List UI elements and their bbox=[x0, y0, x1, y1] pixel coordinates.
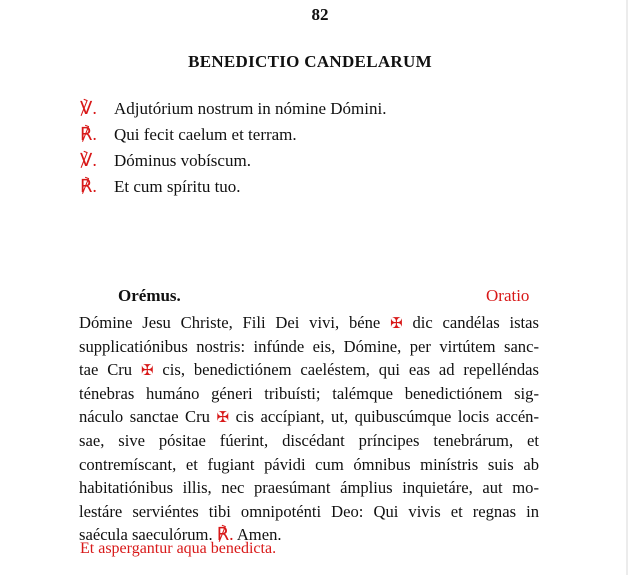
response-text: Qui fecit caelum et terram. bbox=[114, 125, 297, 144]
cross-icon: ✠ bbox=[216, 410, 230, 427]
amen-response: Amen. bbox=[236, 525, 282, 545]
page-number: 82 bbox=[311, 5, 329, 24]
response-line bbox=[80, 121, 560, 147]
prayer-line: supplicatiónibus nostris: infúnde eis, Dómine, per virtútem sanc- bbox=[79, 336, 539, 356]
oremus-heading: Orémus. bbox=[118, 286, 181, 305]
cross-icon: ✠ bbox=[140, 363, 154, 380]
versicle-line bbox=[80, 147, 560, 173]
prayer-segment: Dómine Jesu Christe, Fili Dei vivi, béne bbox=[79, 313, 381, 332]
prayer-line: contremíscant, et fugiant pávidi cum ómnibus minístris suis ab bbox=[79, 454, 539, 474]
response-symbol: ℟. bbox=[80, 124, 97, 144]
response-symbol: ℟. bbox=[80, 176, 97, 196]
versicle-text: Dóminus vobíscum. bbox=[114, 151, 251, 170]
prayer-segment: náculo sanctae Cru bbox=[79, 407, 210, 427]
cross-icon: ✠ bbox=[390, 316, 403, 332]
prayer-line: lestáre serviéntes tibi omnipoténti Deo: Qui vivis et regnas in bbox=[79, 501, 539, 521]
prayer-text bbox=[79, 311, 539, 547]
prayer-line bbox=[79, 358, 539, 382]
oratio-label: Oratio bbox=[486, 286, 530, 305]
prayer-line: ténebras humáno géneri tribuísti; talémque benedictiónem sig- bbox=[79, 383, 539, 403]
versicle-symbol: ℣. bbox=[80, 150, 97, 170]
rubric-instruction: Et aspergantur aqua benedicta. bbox=[80, 540, 277, 557]
prayer-segment: dic candélas istas bbox=[412, 313, 539, 332]
versicle-line bbox=[80, 95, 560, 121]
prayer-segment: saécula saeculórum. bbox=[79, 525, 213, 545]
page-title: BENEDICTIO CANDELARUM bbox=[188, 52, 432, 71]
versicle-text: Adjutórium nostrum in nómine Dómini. bbox=[114, 99, 387, 118]
versicle-symbol: ℣. bbox=[80, 98, 97, 118]
prayer-segment: cis, benedictiónem caeléstem, qui eas ad repelléndas bbox=[162, 360, 539, 380]
response-line bbox=[80, 173, 560, 199]
prayer-line: habitatiónibus illis, nec praesúmant ámplius inquietáre, aut mo- bbox=[79, 478, 539, 498]
prayer-line: sae, sive pósitae fúerint, discédant príncipes tenebrárum, et bbox=[79, 430, 539, 450]
response-symbol: ℟. bbox=[216, 524, 234, 545]
prayer-segment: cis accípiant, ut, quibuscúmque locis accén- bbox=[235, 407, 540, 427]
response-text: Et cum spíritu tuo. bbox=[114, 177, 241, 196]
prayer-segment: tae Cru bbox=[79, 360, 133, 380]
prayer-line bbox=[79, 311, 539, 335]
versicle-block bbox=[80, 95, 560, 199]
prayer-line bbox=[79, 405, 539, 429]
